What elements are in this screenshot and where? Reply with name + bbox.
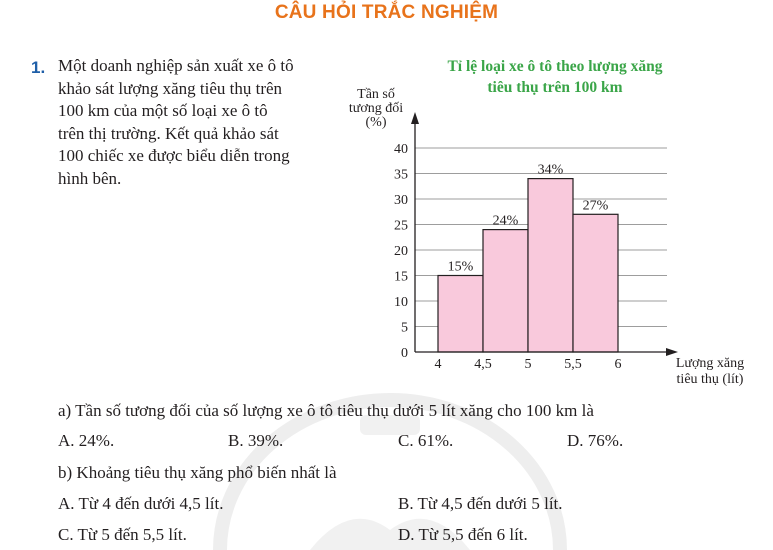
part-a-prompt: a) Tần số tương đối của số lượng xe ô tô tiêu thụ dưới 5 lít xăng cho 100 km là [58,401,594,420]
y-tick-label: 10 [394,295,408,310]
chart-title-line: Tỉ lệ loại xe ô tô theo lượng xăng [447,58,663,75]
bar-data-label: 24% [492,213,519,229]
y-tick-label: 20 [394,244,408,259]
x-axis-arrow-icon [666,348,678,356]
question-number: 1. [31,58,46,77]
question-line: 100 chiếc xe được biểu diễn trong [58,146,290,165]
x-axis-label-line: tiêu thụ (lít) [676,372,744,387]
bar-data-label: 27% [582,198,609,214]
question-line: hình bên. [58,168,122,188]
y-axis-label-line: tương đối [348,101,404,116]
x-tick-label: 4 [434,357,442,372]
part-b-option-b[interactable]: B. Từ 4,5 đến dưới 5 lít. [398,494,563,513]
x-tick-label: 6 [614,357,622,372]
y-tick-label: 40 [394,142,408,157]
x-tick-label: 5,5 [564,357,582,372]
question-line: 100 km của một số loại xe ô tô [58,101,268,120]
part-a-option-c[interactable]: C. 61%. [398,431,454,450]
section-heading: CÂU HỎI TRẮC NGHIỆM [274,2,499,23]
part-a-option-d[interactable]: D. 76%. [567,431,624,450]
part-a-option-a[interactable]: A. 24%. [58,431,115,450]
bar-data-label: 15% [447,259,474,275]
part-b-prompt: b) Khoảng tiêu thụ xăng phổ biến nhất là [58,463,337,482]
x-tick-label: 5 [524,357,532,372]
question-line: Một doanh nghiệp sản xuất xe ô tô [58,56,294,75]
part-b-option-d[interactable]: D. Từ 5,5 đến 6 lít. [398,525,528,544]
bar-data-label: 34% [537,162,564,178]
y-tick-label: 15 [394,269,408,285]
y-tick-label: 30 [394,193,408,208]
histogram-bar [528,179,573,352]
y-axis-arrow-icon [411,112,419,124]
y-tick-label: 5 [401,320,408,336]
histogram-bar [573,214,618,352]
part-a-option-b[interactable]: B. 39%. [228,431,284,450]
y-tick-label: 25 [394,218,408,234]
histogram-bar [438,276,483,353]
y-tick-label: 35 [394,167,408,183]
x-tick-label: 4,5 [474,357,492,372]
x-axis-label-line: Lượng xăng [675,356,745,371]
question-line: trên thị trường. Kết quả khảo sát [58,123,279,143]
y-axis-label-line: (%) [365,115,387,130]
part-b-option-c[interactable]: C. Từ 5 đến 5,5 lít. [58,525,187,544]
question-line: khảo sát lượng xăng tiêu thụ trên [58,78,283,98]
histogram-bar [483,230,528,352]
part-b-option-a[interactable]: A. Từ 4 đến dưới 4,5 lít. [58,494,224,513]
y-axis-label-line: Tần số [357,87,395,102]
y-tick-label: 0 [401,346,408,361]
chart-title-line: tiêu thụ trên 100 km [487,79,623,96]
